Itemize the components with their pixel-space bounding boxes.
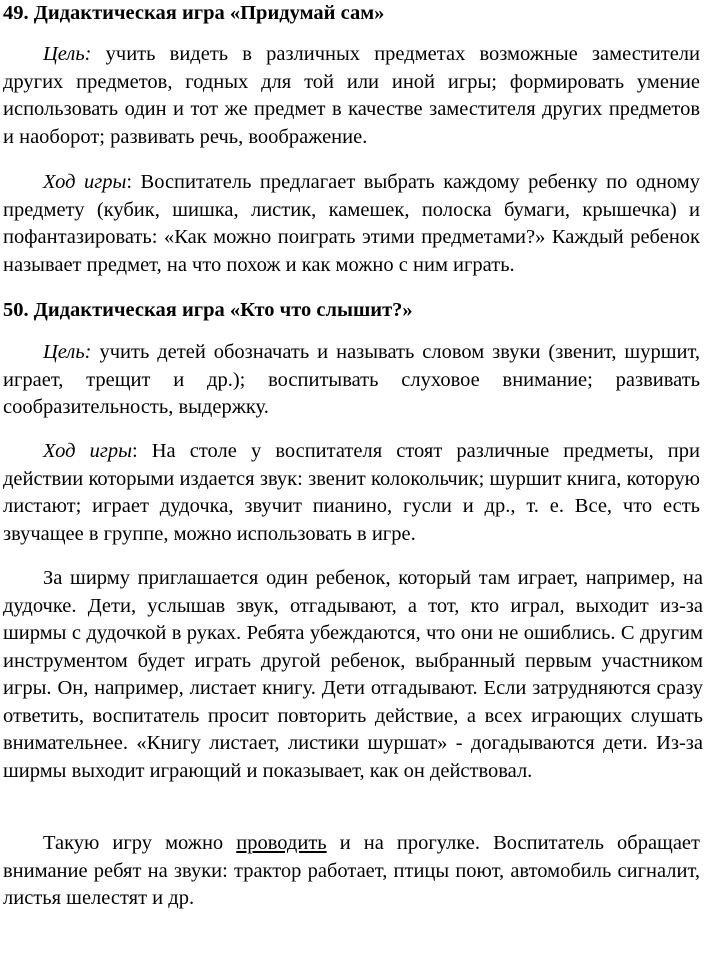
- section-50-paragraph-4: [3, 830, 700, 913]
- section-49-goal-paragraph: [3, 41, 700, 151]
- course-text: : На столе у воспитателя стоят различные предметы, при действии которыми издается звук: звенит колокольчик; шуршит книга, которую листают; играет дудочка, звучит пианино, гусли и др., т. е. Все, что есть звучащее в группе, можно использовать в игре.: [3, 440, 701, 545]
- course-label: Ход игры: [43, 440, 132, 462]
- section-50-course-paragraph: [3, 438, 700, 548]
- section-49-course-paragraph: [3, 169, 700, 279]
- underlined-link-word[interactable]: проводить: [236, 832, 327, 854]
- goal-label: Цель:: [43, 43, 92, 65]
- paragraph-4-end: и на прогулке. Воспитатель обращает внимание ребят на звуки: трактор работает, птицы поют, автомобиль сигналит, листья шелестят и др.: [3, 832, 700, 909]
- course-label: Ход игры: [43, 171, 127, 193]
- paragraph-4-start: Такую игру можно: [43, 832, 237, 854]
- course-text: : Воспитатель предлагает выбрать каждому ребенку по одному предмету (кубик, шишка, листик, камешек, полоска бумаги, крышечка) и пофантазировать: «Как можно поиграть этими предметами?» Каждый ребенок называет предмет, на что похож и как можно с ним играть.: [3, 171, 700, 276]
- section-50-paragraph-3: За ширму приглашается один ребенок, который там играет, например, на дудочке. Дети, услышав звук, отгадывают, а тот, кто играл, выходит из-за ширмы с дудочкой в руках. Ребята убеждаются, что они не ошиблись. С другим инструментом будет играть другой ребенок, выбранный первым участником игры. Он, например, листает книгу. Дети отгадывают. Если затрудняются сразу ответить, воспитатель просит повторить действие, а всех играющих слушать внимательнее. «Книгу листает, листики шуршат» - догадываются дети. Из-за ширмы выходит играющий и показывает, как он действовал.: [3, 567, 703, 782]
- goal-text: учить видеть в различных предметах возможные заместители других предметов, годных для той или иной игры; формировать умение использовать один и тот же предмет в качестве заместителя других предметов и наоборот; развивать речь, воображение.: [3, 43, 700, 148]
- goal-label: Цель:: [43, 341, 92, 363]
- section-49-heading: 49. Дидактическая игра «Придумай сам»: [3, 2, 385, 24]
- goal-text: учить детей обозначать и называть словом звуки (звенит, шуршит, играет, трещит и др.); воспитывать слуховое внимание; развивать сообразительность, выдержку.: [3, 341, 700, 418]
- section-50-heading: 50. Дидактическая игра «Кто что слышит?»: [3, 299, 413, 321]
- section-50-goal-paragraph: [3, 339, 700, 422]
